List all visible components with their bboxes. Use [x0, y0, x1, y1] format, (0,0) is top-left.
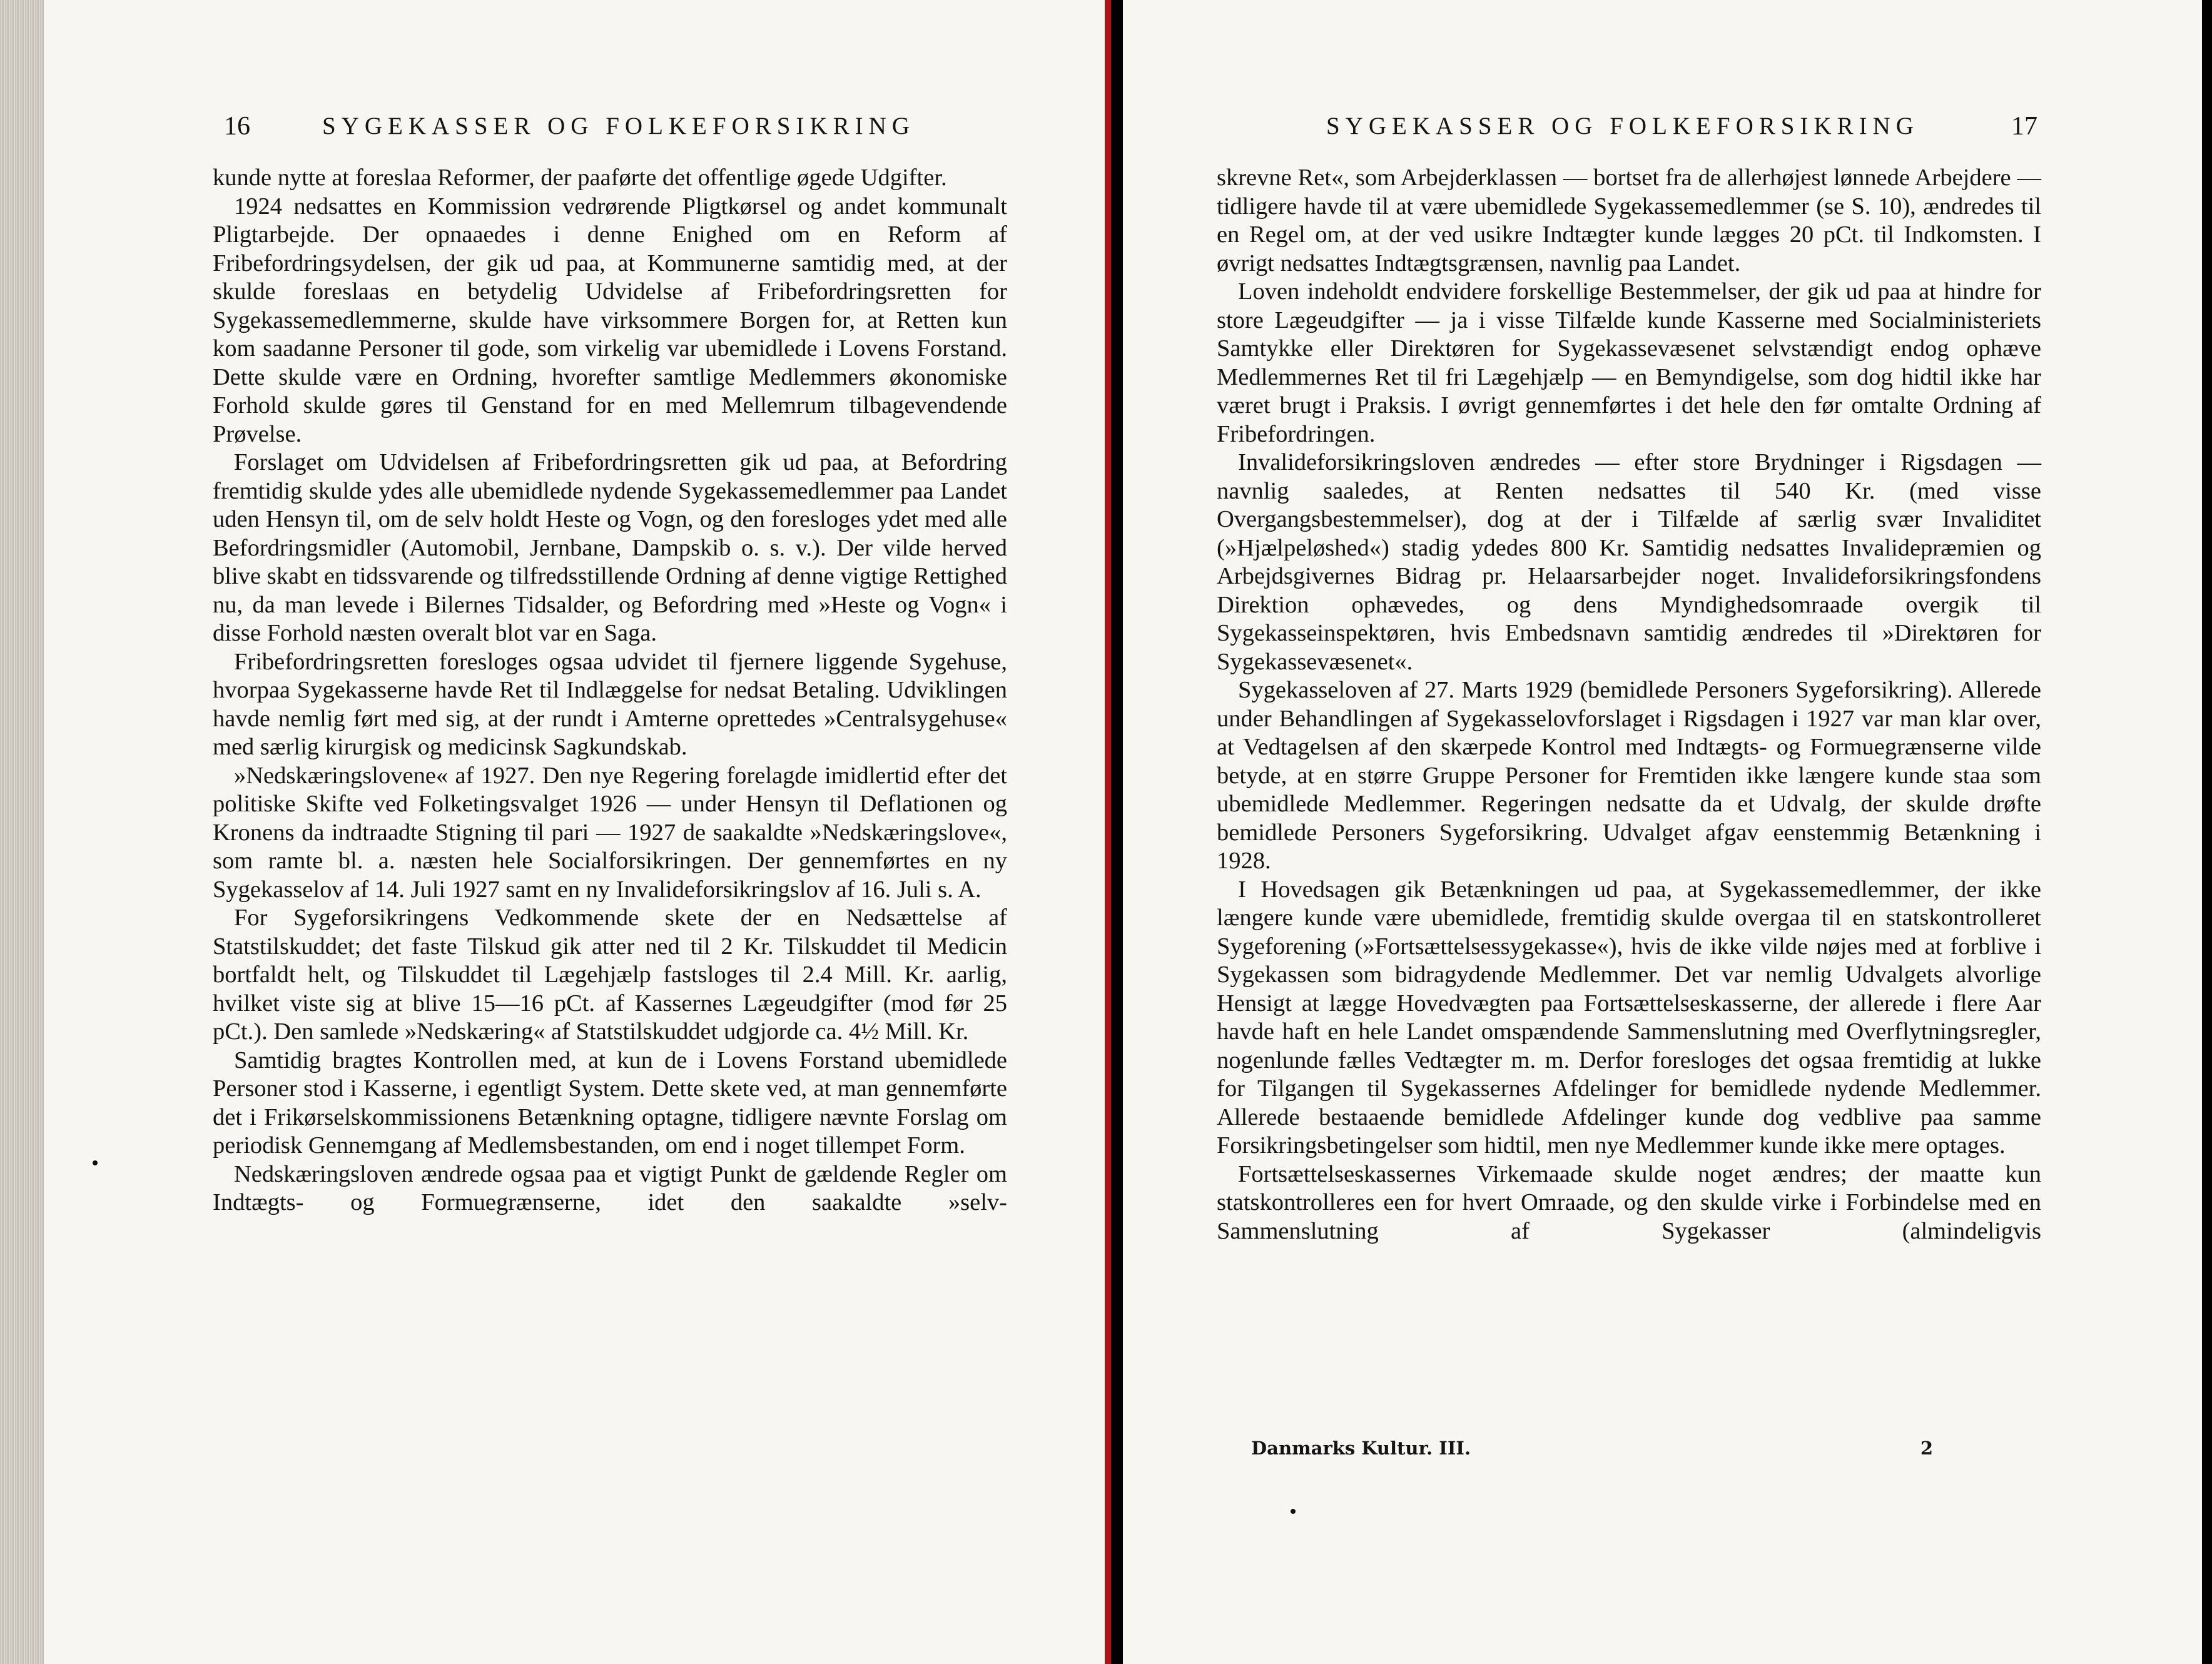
paragraph: For Sygeforsikringens Vedkommende skete der en Nedsættelse af Statstilskuddet; det faste Tilskud gik atter ned til 2 Kr. Tilskuddet til Medicin bortfaldt helt, og Tilskuddet til Lægehjælp fastsloges til 2.4 Mill. Kr. aarlig, hvilket viste sig at blive 15—16 pCt. af Kassernes Lægeudgifter (mod før 25 pCt.). Den samlede »Nedskæring« af Statstilskuddet udgjorde ca. 4½ Mill. Kr.	[213, 905, 1007, 1045]
paragraph: »Nedskæringslovene« af 1927. Den nye Regering forelagde imidlertid efter det politiske Skifte ved Folketingsvalget 1926 — under Hensyn til Deflationen og Kronens da indtraadte Stigning til pari — 1927 de saakaldte »Nedskæringslove«, som ramte bl. a. næsten hele Socialforsikringen. Der gennemførtes en ny Sygekasselov af 14. Juli 1927 samt en ny Invalideforsikringslov af 16. Juli s. A.	[213, 762, 1007, 903]
paragraph: Sygekasseloven af 27. Marts 1929 (bemidlede Personers Sygeforsikring). Allerede under Behandlingen af Sygekasselovforslaget i Rigsdagen i 1927 var man klar over, at Vedtagelsen af den skærpede Kontrol med Indtægts- og Formuegrænserne vilde betyde, at en større Gruppe Personer for Fremtiden ikke længere kunde staa som ubemidlede Medlemmer. Regeringen nedsatte da et Udvalg, der skulde drøfte bemidlede Personers Sygeforsikring. Udvalget afgav eenstemmig Betænkning i 1928.	[1217, 677, 2041, 874]
body-text-left	[213, 164, 1007, 1217]
book-edge	[0, 0, 44, 1664]
ink-speck	[1291, 1509, 1296, 1514]
paragraph: Forslaget om Udvidelsen af Fribefordringsretten gik ud paa, at Befordring fremtidig skulde ydes alle ubemidlede nydende Sygekassemedlemmer paa Landet uden Hensyn til, om de selv holdt Heste og Vogn, og den foresloges ydet med alle Befordringsmidler (Automobil, Jernbane, Dampskib o. s. v.). Der vilde herved blive skabt en tidssvarende og tilfredsstillende Ordning af denne vigtige Rettighed nu, da man levede i Bilernes Tidsalder, og Befordring med »Heste og Vogn« i disse Forhold næsten overalt blot var en Saga.	[213, 449, 1007, 646]
paragraph: skrevne Ret«, som Arbejderklassen — bortset fra de allerhøjest lønnede Arbejdere — tidligere havde til at være ubemidlede Sygekassemedlemmer (se S. 10), ændredes til en Regel om, at der ved usikre Indtægter kunde lægges 20 pCt. til Indkomsten. I øvrigt nedsattes Indtægtsgrænsen, navnlig paa Landet.	[1217, 165, 2041, 276]
running-head-left: SYGEKASSER OG FOLKEFORSIKRING	[322, 113, 915, 140]
ink-speck	[93, 1160, 98, 1165]
paragraph: Loven indeholdt endvidere forskellige Bestemmelser, der gik ud paa at hindre for store Lægeudgifter — ja i visse Tilfælde kunde Kasserne med Socialministeriets Samtykke eller Direktøren for Sygekassevæsenet selvstændigt endog ophæve Medlemmernes Ret til fri Lægehjælp — en Bemyndigelse, som dog hidtil ikke har været brugt i Praksis. I øvrigt gennemførtes i det hele den før omtalte Ordning af Fribefordringen.	[1217, 278, 2041, 447]
paragraph: Fribefordringsretten foresloges ogsaa udvidet til fjernere liggende Sygehuse, hvorpaa Sygekasserne havde Ret til Indlæggelse for nedsat Betaling. Udviklingen havde nemlig ført med sig, at der rundt i Amterne oprettedes »Centralsygehuse« med særlig kirurgisk og medicinsk Sagkundskab.	[213, 648, 1007, 760]
body-text-right	[1217, 164, 2041, 1245]
running-head-right: SYGEKASSER OG FOLKEFORSIKRING	[1326, 113, 1919, 140]
paragraph: Samtidig bragtes Kontrollen med, at kun de i Lovens Forstand ubemidlede Personer stod i Kasserne, i egentligt System. Dette skete ved, at man gennemførte det i Frikørselskommissionens Betænkning optagne, tidligere nævnte Forslag om periodisk Gennemgang af Medlemsbestanden, om end i noget tillempet Form.	[213, 1047, 1007, 1159]
page-number-left: 16	[224, 112, 250, 141]
page-number-right: 17	[2011, 112, 2037, 141]
paragraph: Invalideforsikringsloven ændredes — efter store Brydninger i Rigsdagen — navnlig saaledes, at Renten nedsattes til 540 Kr. (med visse Overgangsbestemmelser), dog at der i Tilfælde af særlig svær Invaliditet (»Hjælpeløshed«) stadig ydedes 800 Kr. Samtidig nedsattes Invalidepræmien og Arbejdsgivernes Bidrag pr. Helaarsarbejder noget. Invalideforsikringsfondens Direktion ophævedes, og dens Myndighedsomraade overgik til Sygekasseinspektøren, hvis Embedsnavn samtidig ændredes til »Direktøren for Sygekassevæsenet«.	[1217, 449, 2041, 675]
page-footer	[1251, 1433, 1933, 1464]
paragraph: kunde nytte at foreslaa Reformer, der paaførte det offentlige øgede Udgifter.	[213, 165, 947, 191]
page-edge-red	[1105, 0, 1111, 1664]
footer-book-title: Danmarks Kultur. III.	[1251, 1438, 1471, 1459]
footer-signature-number: 2	[1920, 1438, 1933, 1459]
paragraph: Nedskæringsloven ændrede ogsaa paa et vigtigt Punkt de gældende Regler om Indtægts- og Formuegrænserne, idet den saakaldte »selv-	[213, 1160, 1007, 1215]
paragraph: Fortsættelseskassernes Virkemaade skulde noget ændres; der maatte kun statskontrolleres een for hvert Omraade, og den skulde virke i Forbindelse med en Sammenslutning af Sygekasser (almindeligvis	[1217, 1160, 2041, 1244]
right-page	[1123, 0, 2212, 1664]
paragraph: I Hovedsagen gik Betænkningen ud paa, at Sygekassemedlemmer, der ikke længere kunde være ubemidlede, fremtidig skulde overgaa til en statskontrolleret Sygeforening (»Fortsættelsessygekasse«), hvis de ikke vilde nøjes med at forblive i Sygekassen som bidragydende Medlemmer. Det var nemlig Udvalgets alvorlige Hensigt at lægge Hovedvægten paa Fortsættelseskasserne, der allerede i flere Aar havde haft en hele Landet omspændende Sammenslutning med Overflytningsregler, nogenlunde fælles Vedtægter m. m. Derfor foresloges det ogsaa fremtidig at lukke for Tilgangen til Sygekassernes Afdelinger for bemidlede nydende Medlemmer. Allerede bestaaende bemidlede Afdelinger kunde dog vedblive paa samme Forsikringsbetingelser som hidtil, men nye Medlemmer kunde ikke mere optages.	[1217, 876, 2041, 1159]
paragraph: 1924 nedsattes en Kommission vedrørende Pligtkørsel og andet kommunalt Pligtarbejde. Der opnaaedes i denne Enighed om en Reform af Fribefordringsydelsen, der gik ud paa, at Kommunerne samtidig med, at der skulde foreslaas en betydelig Udvidelse af Fribefordringsretten for Sygekassemedlemmerne, skulde have virksommere Borgen for, at Retten kun kom saadanne Personer til gode, som virkelig var ubemidlede i Lovens Forstand. Dette skulde være en Ordning, hvorefter samtlige Medlemmers økonomiske Forhold skulde gøres til Genstand for en med Mellemrum tilbagevendende Prøvelse.	[213, 193, 1007, 447]
